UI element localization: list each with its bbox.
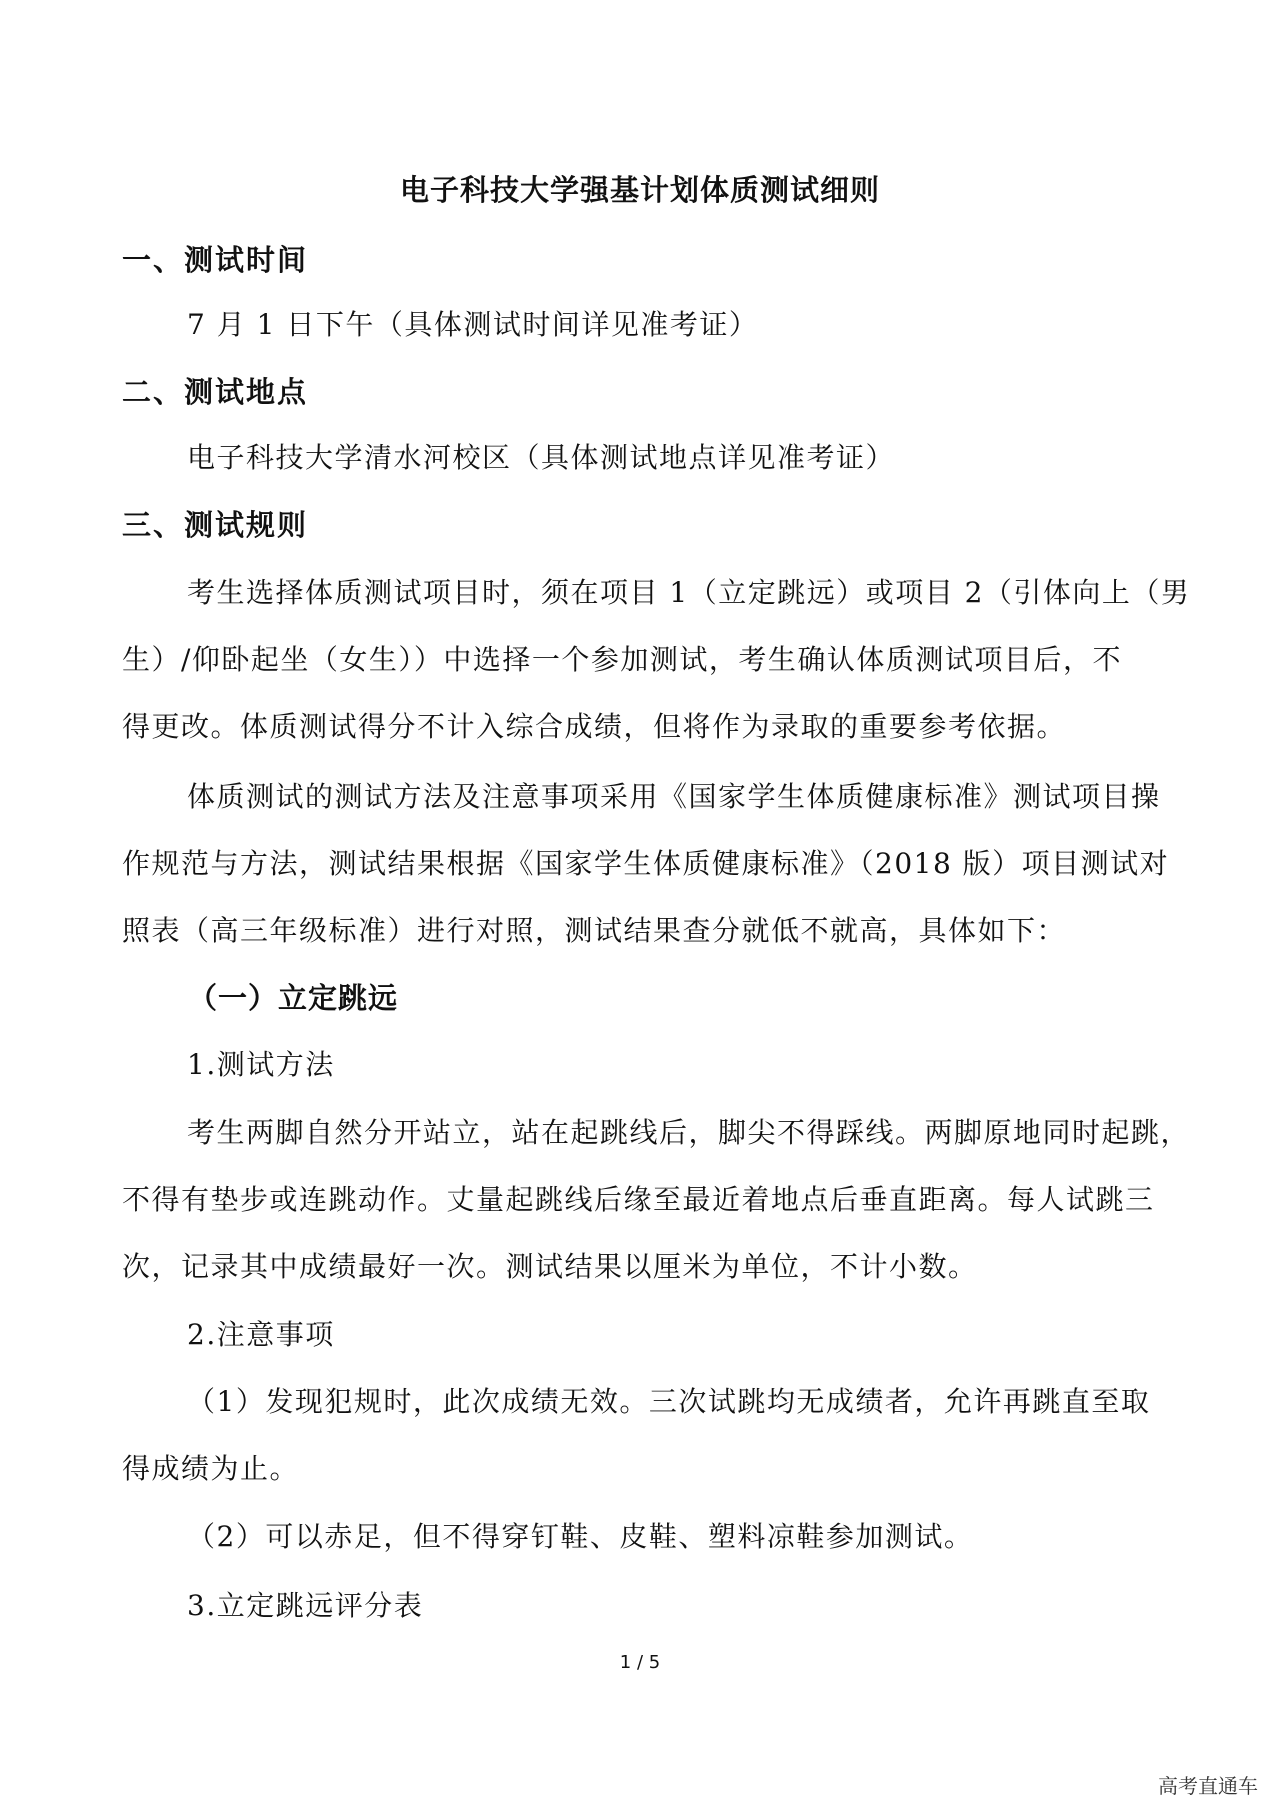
paragraph-line: （2）可以赤足，但不得穿钉鞋、皮鞋、塑料凉鞋参加测试。 <box>187 1520 974 1553</box>
paragraph-line: 次，记录其中成绩最好一次。测试结果以厘米为单位，不计小数。 <box>122 1250 978 1283</box>
subsection-heading-standing-long-jump: （一）立定跳远 <box>188 981 399 1015</box>
paragraph-line: 得更改。体质测试得分不计入综合成绩，但将作为录取的重要参考依据。 <box>122 710 1067 743</box>
section-heading-rules: 三、测试规则 <box>122 508 309 542</box>
paragraph-line: 作规范与方法，测试结果根据《国家学生体质健康标准》（2018 版）项目测试对 <box>122 847 1170 880</box>
paragraph-line: 考生两脚自然分开站立，站在起跳线后，脚尖不得踩线。两脚原地同时起跳， <box>187 1116 1191 1149</box>
section-heading-location: 二、测试地点 <box>122 375 309 409</box>
paragraph-line: 考生选择体质测试项目时，须在项目 1（立定跳远）或项目 2（引体向上（男 <box>187 576 1191 609</box>
page-title: 电子科技大学强基计划体质测试细则 <box>399 173 880 207</box>
page-number: 1 / 5 <box>619 1652 661 1673</box>
watermark: 高考直通车 <box>1158 1774 1258 1798</box>
section-body-time: 7 月 1 日下午（具体测试时间详见准考证） <box>187 308 759 341</box>
paragraph-line: 不得有垫步或连跳动作。丈量起跳线后缘至最近着地点后垂直距离。每人试跳三 <box>122 1183 1155 1216</box>
paragraph-line: 体质测试的测试方法及注意事项采用《国家学生体质健康标准》测试项目操 <box>187 780 1161 813</box>
paragraph-line: （1）发现犯规时，此次成绩无效。三次试跳均无成绩者，允许再跳直至取 <box>187 1385 1151 1418</box>
paragraph-line: 生）/仰卧起坐（女生））中选择一个参加测试，考生确认体质测试项目后，不 <box>122 643 1122 676</box>
section-heading-time: 一、测试时间 <box>122 243 309 277</box>
paragraph-line: 得成绩为止。 <box>122 1452 300 1485</box>
section-body-location: 电子科技大学清水河校区（具体测试地点详见准考证） <box>187 441 896 474</box>
table-heading: 3.立定跳远评分表 <box>187 1589 424 1622</box>
method-heading: 1.测试方法 <box>187 1048 335 1081</box>
notes-heading: 2.注意事项 <box>187 1318 335 1351</box>
paragraph-line: 照表（高三年级标准）进行对照，测试结果查分就低不就高，具体如下： <box>122 914 1067 947</box>
